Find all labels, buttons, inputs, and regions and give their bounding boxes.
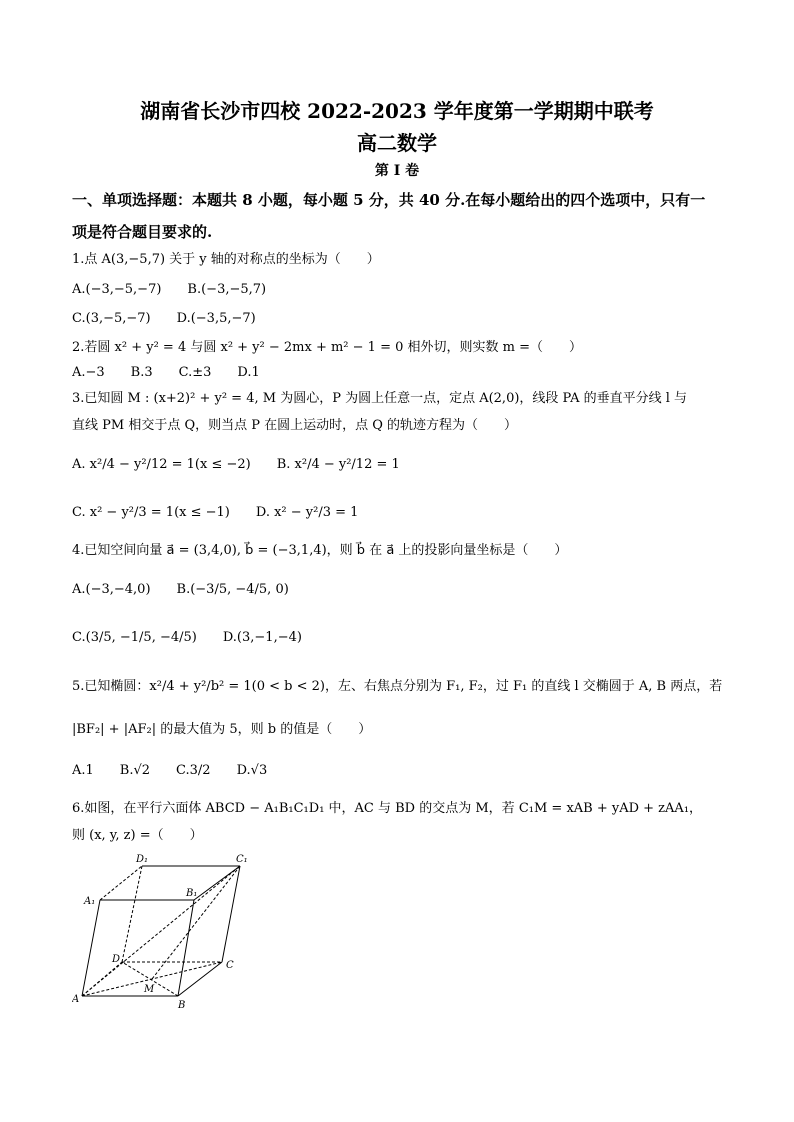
exam-subject: 高二数学 bbox=[357, 131, 437, 155]
exam-volume: 第 I 卷 bbox=[374, 163, 420, 179]
label-C: C bbox=[226, 960, 234, 971]
label-D1: D₁ bbox=[136, 854, 149, 865]
label-M: M bbox=[144, 984, 155, 995]
label-D: D bbox=[112, 954, 121, 965]
q4-stem: 4.已知空间向量 a⃗ = (3,4,0), b⃗ = (−3,1,4)，则 b⃗ 在 a⃗ 上的投影向量坐标是（ ） bbox=[72, 543, 568, 558]
section-intro-line-2: 项是符合题目要求的. bbox=[72, 223, 213, 241]
parallelepiped-diagram bbox=[72, 852, 252, 1012]
section-intro-line-1: 一、单项选择题：本题共 8 小题，每小题 5 分，共 40 分.在每小题给出的四个选项中，只有一 bbox=[72, 191, 706, 209]
q1-options-row-1: A.(−3,−5,−7) B.(−3,−5,7) bbox=[72, 282, 267, 297]
label-C1: C₁ bbox=[236, 854, 248, 865]
q2-options: A.−3 B.3 C.±3 D.1 bbox=[72, 365, 260, 380]
q4-options-row-1: A.(−3,−4,0) B.(−3/5, −4/5, 0) bbox=[72, 582, 289, 597]
parallelepiped-figure bbox=[72, 852, 252, 1012]
label-A1: A₁ bbox=[84, 896, 96, 907]
q5-stem-line-2: |BF₂| + |AF₂| 的最大值为 5，则 b 的值是（ ） bbox=[72, 722, 372, 737]
label-B1: B₁ bbox=[186, 888, 198, 899]
q1-options-row-2: C.(3,−5,−7) D.(−3,5,−7) bbox=[72, 311, 256, 326]
label-B: B bbox=[178, 1000, 186, 1011]
q3-stem-line-1: 3.已知圆 M : (x+2)² + y² = 4, M 为圆心，P 为圆上任意一点，定点 A(2,0)，线段 PA 的垂直平分线 l 与 bbox=[72, 391, 688, 406]
q5-stem-line-1: 5.已知椭圆：x²/4 + y²/b² = 1(0 < b < 2)，左、右焦点分别为 F₁, F₂，过 F₁ 的直线 l 交椭圆于 A, B 两点，若 bbox=[72, 679, 723, 694]
exam-title: 湖南省长沙市四校 2022-2023 学年度第一学期期中联考 bbox=[140, 99, 654, 123]
q6-stem-line-1: 6.如图，在平行六面体 ABCD − A₁B₁C₁D₁ 中，AC 与 BD 的交点为 M，若 C₁M = xAB + yAD + zAA₁， bbox=[72, 801, 703, 816]
q2-stem: 2.若圆 x² + y² = 4 与圆 x² + y² − 2mx + m² − 1 = 0 相外切，则实数 m =（ ） bbox=[72, 340, 582, 355]
label-A: A bbox=[72, 994, 80, 1005]
q3-stem-line-2: 直线 PM 相交于点 Q，则当点 P 在圆上运动时，点 Q 的轨迹方程为（ ） bbox=[72, 418, 518, 433]
edge-A1-D1 bbox=[100, 866, 142, 900]
q6-stem-line-2: 则 (x, y, z) =（ ） bbox=[72, 828, 203, 843]
q3-options-row-1: A. x²/4 − y²/12 = 1(x ≤ −2) B. x²/4 − y²/12 = 1 bbox=[72, 457, 400, 472]
edge-A-A1 bbox=[82, 900, 100, 996]
q1-stem: 1.点 A(3,−5,7) 关于 y 轴的对称点的坐标为（ ） bbox=[72, 252, 380, 267]
q5-options: A.1 B.√2 C.3/2 D.√3 bbox=[72, 763, 268, 778]
edge-C-C1 bbox=[222, 866, 240, 962]
q4-options-row-2: C.(3/5, −1/5, −4/5) D.(3,−1,−4) bbox=[72, 630, 302, 645]
q3-options-row-2: C. x² − y²/3 = 1(x ≤ −1) D. x² − y²/3 = 1 bbox=[72, 505, 359, 520]
